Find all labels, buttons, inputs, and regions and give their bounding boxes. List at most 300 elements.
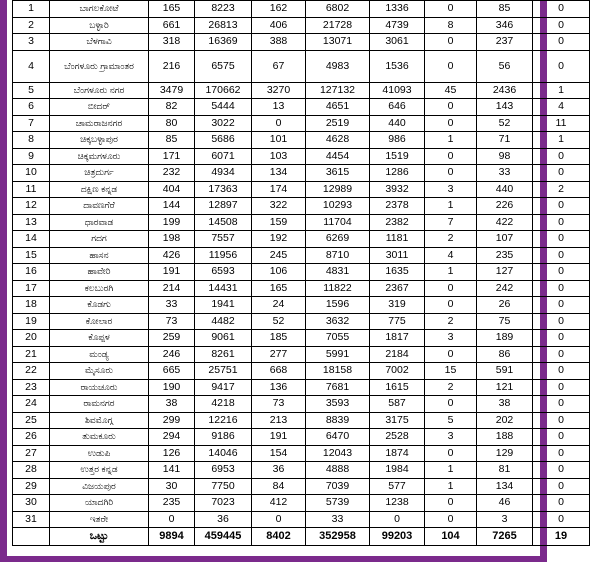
value-cell: 121 <box>477 379 533 396</box>
table-row <box>13 198 590 215</box>
table-row <box>13 214 590 231</box>
value-cell: 4 <box>533 99 590 116</box>
table-row <box>13 396 590 413</box>
total-row <box>13 528 590 546</box>
row-number-cell: 20 <box>13 330 50 347</box>
value-cell: 3022 <box>195 115 252 132</box>
total-value-cell: 459445 <box>195 528 252 546</box>
district-name-cell: ಉಡುಪಿ <box>50 445 149 462</box>
value-cell: 318 <box>149 34 195 51</box>
value-cell: 38 <box>477 396 533 413</box>
value-cell: 85 <box>477 1 533 18</box>
row-number-cell: 28 <box>13 462 50 479</box>
value-cell: 9061 <box>195 330 252 347</box>
value-cell: 7023 <box>195 495 252 512</box>
value-cell: 12043 <box>306 445 370 462</box>
row-number-cell: 19 <box>13 313 50 330</box>
value-cell: 1 <box>425 462 477 479</box>
table-row <box>13 330 590 347</box>
value-cell: 1635 <box>370 264 425 281</box>
value-cell: 235 <box>149 495 195 512</box>
value-cell: 2528 <box>370 429 425 446</box>
value-cell: 10293 <box>306 198 370 215</box>
value-cell: 0 <box>533 1 590 18</box>
value-cell: 33 <box>477 165 533 182</box>
value-cell: 98 <box>477 148 533 165</box>
value-cell: 2436 <box>477 82 533 99</box>
district-name-cell: ವಿಜಯಪುರ <box>50 478 149 495</box>
value-cell: 388 <box>252 34 306 51</box>
value-cell: 5991 <box>306 346 370 363</box>
value-cell: 80 <box>149 115 195 132</box>
value-cell: 7750 <box>195 478 252 495</box>
value-cell: 13 <box>252 99 306 116</box>
district-name-cell: ಗದಗ <box>50 231 149 248</box>
district-name-cell: ಕೋಲಾರ <box>50 313 149 330</box>
value-cell: 2 <box>425 313 477 330</box>
value-cell: 0 <box>425 280 477 297</box>
value-cell: 0 <box>533 445 590 462</box>
value-cell: 6071 <box>195 148 252 165</box>
value-cell: 235 <box>477 247 533 264</box>
value-cell: 242 <box>477 280 533 297</box>
table-row <box>13 82 590 99</box>
table-row <box>13 132 590 149</box>
value-cell: 232 <box>149 165 195 182</box>
value-cell: 30 <box>149 478 195 495</box>
value-cell: 4482 <box>195 313 252 330</box>
value-cell: 6802 <box>306 1 370 18</box>
district-name-cell: ಕಲಬುರಗಿ <box>50 280 149 297</box>
value-cell: 38 <box>149 396 195 413</box>
total-value-cell: 352958 <box>306 528 370 546</box>
value-cell: 0 <box>533 50 590 82</box>
value-cell: 1519 <box>370 148 425 165</box>
value-cell: 1286 <box>370 165 425 182</box>
table-row <box>13 99 590 116</box>
value-cell: 412 <box>252 495 306 512</box>
value-cell: 12989 <box>306 181 370 198</box>
value-cell: 2 <box>425 379 477 396</box>
value-cell: 0 <box>533 346 590 363</box>
value-cell: 0 <box>533 165 590 182</box>
row-number-cell: 5 <box>13 82 50 99</box>
value-cell: 0 <box>533 330 590 347</box>
value-cell: 75 <box>477 313 533 330</box>
value-cell: 2519 <box>306 115 370 132</box>
table-row <box>13 1 590 18</box>
value-cell: 3175 <box>370 412 425 429</box>
value-cell: 3270 <box>252 82 306 99</box>
value-cell: 127 <box>477 264 533 281</box>
value-cell: 214 <box>149 280 195 297</box>
row-number-cell: 23 <box>13 379 50 396</box>
value-cell: 0 <box>533 280 590 297</box>
value-cell: 1596 <box>306 297 370 314</box>
row-number-cell: 21 <box>13 346 50 363</box>
value-cell: 1238 <box>370 495 425 512</box>
table-row <box>13 17 590 34</box>
value-cell: 426 <box>149 247 195 264</box>
row-number-cell: 14 <box>13 231 50 248</box>
value-cell: 185 <box>252 330 306 347</box>
value-cell: 2184 <box>370 346 425 363</box>
row-number-cell: 10 <box>13 165 50 182</box>
district-name-cell: ತುಮಕೂರು <box>50 429 149 446</box>
value-cell: 67 <box>252 50 306 82</box>
value-cell: 21728 <box>306 17 370 34</box>
value-cell: 665 <box>149 363 195 380</box>
total-value-cell: 19 <box>533 528 590 546</box>
row-number-cell: 2 <box>13 17 50 34</box>
value-cell: 13071 <box>306 34 370 51</box>
value-cell: 0 <box>533 462 590 479</box>
value-cell: 6470 <box>306 429 370 446</box>
value-cell: 587 <box>370 396 425 413</box>
value-cell: 0 <box>533 363 590 380</box>
value-cell: 26 <box>477 297 533 314</box>
value-cell: 84 <box>252 478 306 495</box>
district-data-table <box>12 0 590 546</box>
row-number-cell: 26 <box>13 429 50 446</box>
table-row <box>13 115 590 132</box>
value-cell: 26813 <box>195 17 252 34</box>
value-cell: 1 <box>533 82 590 99</box>
value-cell: 440 <box>370 115 425 132</box>
value-cell: 33 <box>306 511 370 528</box>
table-row <box>13 231 590 248</box>
value-cell: 6953 <box>195 462 252 479</box>
value-cell: 322 <box>252 198 306 215</box>
value-cell: 3 <box>477 511 533 528</box>
value-cell: 16369 <box>195 34 252 51</box>
total-value-cell: 104 <box>425 528 477 546</box>
value-cell: 7055 <box>306 330 370 347</box>
value-cell: 14431 <box>195 280 252 297</box>
value-cell: 4628 <box>306 132 370 149</box>
total-value-cell: 99203 <box>370 528 425 546</box>
value-cell: 0 <box>533 297 590 314</box>
row-number-cell: 6 <box>13 99 50 116</box>
value-cell: 0 <box>425 346 477 363</box>
value-cell: 71 <box>477 132 533 149</box>
district-name-cell: ರಾಯಚೂರು <box>50 379 149 396</box>
table-row <box>13 297 590 314</box>
value-cell: 346 <box>477 17 533 34</box>
value-cell: 45 <box>425 82 477 99</box>
value-cell: 126 <box>149 445 195 462</box>
value-cell: 190 <box>149 379 195 396</box>
total-value-cell: 7265 <box>477 528 533 546</box>
value-cell: 0 <box>533 511 590 528</box>
value-cell: 0 <box>533 214 590 231</box>
value-cell: 4983 <box>306 50 370 82</box>
value-cell: 319 <box>370 297 425 314</box>
value-cell: 3593 <box>306 396 370 413</box>
value-cell: 14046 <box>195 445 252 462</box>
total-blank-cell <box>13 528 50 546</box>
value-cell: 192 <box>252 231 306 248</box>
value-cell: 0 <box>252 115 306 132</box>
district-name-cell: ಶಿವಮೊಗ್ಗ <box>50 412 149 429</box>
value-cell: 1874 <box>370 445 425 462</box>
value-cell: 5739 <box>306 495 370 512</box>
value-cell: 3932 <box>370 181 425 198</box>
value-cell: 6269 <box>306 231 370 248</box>
value-cell: 174 <box>252 181 306 198</box>
table-row <box>13 181 590 198</box>
value-cell: 0 <box>533 264 590 281</box>
value-cell: 0 <box>425 396 477 413</box>
value-cell: 1 <box>425 198 477 215</box>
value-cell: 0 <box>425 99 477 116</box>
value-cell: 0 <box>370 511 425 528</box>
value-cell: 154 <box>252 445 306 462</box>
value-cell: 162 <box>252 1 306 18</box>
table-row <box>13 313 590 330</box>
total-value-cell: 9894 <box>149 528 195 546</box>
row-number-cell: 30 <box>13 495 50 512</box>
value-cell: 11 <box>533 115 590 132</box>
value-cell: 7 <box>425 214 477 231</box>
value-cell: 775 <box>370 313 425 330</box>
table-row <box>13 379 590 396</box>
row-number-cell: 31 <box>13 511 50 528</box>
value-cell: 404 <box>149 181 195 198</box>
row-number-cell: 17 <box>13 280 50 297</box>
value-cell: 4651 <box>306 99 370 116</box>
value-cell: 591 <box>477 363 533 380</box>
value-cell: 0 <box>533 495 590 512</box>
value-cell: 7002 <box>370 363 425 380</box>
value-cell: 4888 <box>306 462 370 479</box>
value-cell: 0 <box>533 198 590 215</box>
row-number-cell: 15 <box>13 247 50 264</box>
value-cell: 1536 <box>370 50 425 82</box>
value-cell: 4831 <box>306 264 370 281</box>
district-name-cell: ಕೊಪ್ಪಳ <box>50 330 149 347</box>
value-cell: 246 <box>149 346 195 363</box>
value-cell: 8223 <box>195 1 252 18</box>
value-cell: 4218 <box>195 396 252 413</box>
table-row <box>13 165 590 182</box>
district-name-cell: ಚಾಮರಾಜನಗರ <box>50 115 149 132</box>
value-cell: 3 <box>425 330 477 347</box>
value-cell: 15 <box>425 363 477 380</box>
row-number-cell: 18 <box>13 297 50 314</box>
value-cell: 11704 <box>306 214 370 231</box>
row-number-cell: 16 <box>13 264 50 281</box>
table-row <box>13 148 590 165</box>
value-cell: 4739 <box>370 17 425 34</box>
value-cell: 294 <box>149 429 195 446</box>
value-cell: 0 <box>533 34 590 51</box>
value-cell: 165 <box>252 280 306 297</box>
value-cell: 5686 <box>195 132 252 149</box>
district-name-cell: ದಕ್ಷಿಣ ಕನ್ನಡ <box>50 181 149 198</box>
value-cell: 7557 <box>195 231 252 248</box>
value-cell: 1941 <box>195 297 252 314</box>
value-cell: 134 <box>252 165 306 182</box>
value-cell: 129 <box>477 445 533 462</box>
table-row <box>13 462 590 479</box>
value-cell: 73 <box>149 313 195 330</box>
value-cell: 1 <box>533 132 590 149</box>
value-cell: 0 <box>425 1 477 18</box>
value-cell: 0 <box>425 50 477 82</box>
row-number-cell: 1 <box>13 1 50 18</box>
table-row <box>13 280 590 297</box>
value-cell: 9186 <box>195 429 252 446</box>
value-cell: 86 <box>477 346 533 363</box>
value-cell: 422 <box>477 214 533 231</box>
value-cell: 226 <box>477 198 533 215</box>
value-cell: 0 <box>533 148 590 165</box>
value-cell: 213 <box>252 412 306 429</box>
value-cell: 159 <box>252 214 306 231</box>
table-row <box>13 511 590 528</box>
total-label: ಒಟ್ಟು <box>50 528 149 546</box>
district-name-cell: ಮೈಸೂರು <box>50 363 149 380</box>
value-cell: 103 <box>252 148 306 165</box>
value-cell: 0 <box>425 445 477 462</box>
value-cell: 11956 <box>195 247 252 264</box>
total-value-cell: 8402 <box>252 528 306 546</box>
value-cell: 52 <box>252 313 306 330</box>
value-cell: 6593 <box>195 264 252 281</box>
value-cell: 1984 <box>370 462 425 479</box>
value-cell: 0 <box>425 511 477 528</box>
value-cell: 17363 <box>195 181 252 198</box>
value-cell: 661 <box>149 17 195 34</box>
value-cell: 3 <box>425 429 477 446</box>
value-cell: 56 <box>477 50 533 82</box>
value-cell: 18158 <box>306 363 370 380</box>
value-cell: 4 <box>425 247 477 264</box>
value-cell: 216 <box>149 50 195 82</box>
value-cell: 1 <box>425 478 477 495</box>
row-number-cell: 25 <box>13 412 50 429</box>
row-number-cell: 29 <box>13 478 50 495</box>
value-cell: 136 <box>252 379 306 396</box>
value-cell: 0 <box>149 511 195 528</box>
value-cell: 6575 <box>195 50 252 82</box>
value-cell: 144 <box>149 198 195 215</box>
value-cell: 0 <box>425 115 477 132</box>
value-cell: 0 <box>533 396 590 413</box>
value-cell: 12897 <box>195 198 252 215</box>
value-cell: 171 <box>149 148 195 165</box>
value-cell: 189 <box>477 330 533 347</box>
value-cell: 8710 <box>306 247 370 264</box>
value-cell: 0 <box>425 297 477 314</box>
table-row <box>13 50 590 82</box>
value-cell: 1817 <box>370 330 425 347</box>
table-row <box>13 363 590 380</box>
table-row <box>13 412 590 429</box>
table-row <box>13 346 590 363</box>
value-cell: 11822 <box>306 280 370 297</box>
value-cell: 7039 <box>306 478 370 495</box>
district-name-cell: ಹಾಸನ <box>50 247 149 264</box>
value-cell: 0 <box>533 412 590 429</box>
value-cell: 141 <box>149 462 195 479</box>
district-name-cell: ಧಾರವಾಡ <box>50 214 149 231</box>
value-cell: 0 <box>533 478 590 495</box>
value-cell: 0 <box>533 231 590 248</box>
value-cell: 4934 <box>195 165 252 182</box>
value-cell: 4454 <box>306 148 370 165</box>
value-cell: 299 <box>149 412 195 429</box>
value-cell: 165 <box>149 1 195 18</box>
value-cell: 191 <box>149 264 195 281</box>
value-cell: 0 <box>533 247 590 264</box>
value-cell: 0 <box>425 34 477 51</box>
value-cell: 41093 <box>370 82 425 99</box>
value-cell: 81 <box>477 462 533 479</box>
value-cell: 237 <box>477 34 533 51</box>
value-cell: 199 <box>149 214 195 231</box>
value-cell: 577 <box>370 478 425 495</box>
table-row <box>13 34 590 51</box>
row-number-cell: 24 <box>13 396 50 413</box>
value-cell: 9417 <box>195 379 252 396</box>
value-cell: 0 <box>533 429 590 446</box>
row-number-cell: 4 <box>13 50 50 82</box>
value-cell: 2 <box>533 181 590 198</box>
value-cell: 1336 <box>370 1 425 18</box>
table-row <box>13 495 590 512</box>
value-cell: 0 <box>252 511 306 528</box>
row-number-cell: 8 <box>13 132 50 149</box>
district-name-cell: ಬೆಳಗಾವಿ <box>50 34 149 51</box>
row-number-cell: 13 <box>13 214 50 231</box>
district-name-cell: ಮಂಡ್ಯ <box>50 346 149 363</box>
district-name-cell: ಉತ್ತರ ಕನ್ನಡ <box>50 462 149 479</box>
value-cell: 0 <box>533 313 590 330</box>
value-cell: 0 <box>533 17 590 34</box>
value-cell: 12216 <box>195 412 252 429</box>
value-cell: 0 <box>425 165 477 182</box>
value-cell: 127132 <box>306 82 370 99</box>
value-cell: 2 <box>425 231 477 248</box>
table-row <box>13 247 590 264</box>
value-cell: 1 <box>425 132 477 149</box>
value-cell: 25751 <box>195 363 252 380</box>
value-cell: 8261 <box>195 346 252 363</box>
row-number-cell: 22 <box>13 363 50 380</box>
district-name-cell: ಬೆಂಗಳೂರು ನಗರ <box>50 82 149 99</box>
value-cell: 198 <box>149 231 195 248</box>
value-cell: 5 <box>425 412 477 429</box>
district-name-cell: ಚಿಕ್ಕಬಳ್ಳಾಪುರ <box>50 132 149 149</box>
value-cell: 1 <box>425 264 477 281</box>
value-cell: 5444 <box>195 99 252 116</box>
value-cell: 191 <box>252 429 306 446</box>
value-cell: 188 <box>477 429 533 446</box>
district-name-cell: ರಾಮನಗರ <box>50 396 149 413</box>
row-number-cell: 3 <box>13 34 50 51</box>
value-cell: 46 <box>477 495 533 512</box>
table-row <box>13 445 590 462</box>
value-cell: 0 <box>425 495 477 512</box>
district-name-cell: ಇತರೇ <box>50 511 149 528</box>
value-cell: 14508 <box>195 214 252 231</box>
value-cell: 2367 <box>370 280 425 297</box>
value-cell: 202 <box>477 412 533 429</box>
value-cell: 106 <box>252 264 306 281</box>
table-row <box>13 264 590 281</box>
